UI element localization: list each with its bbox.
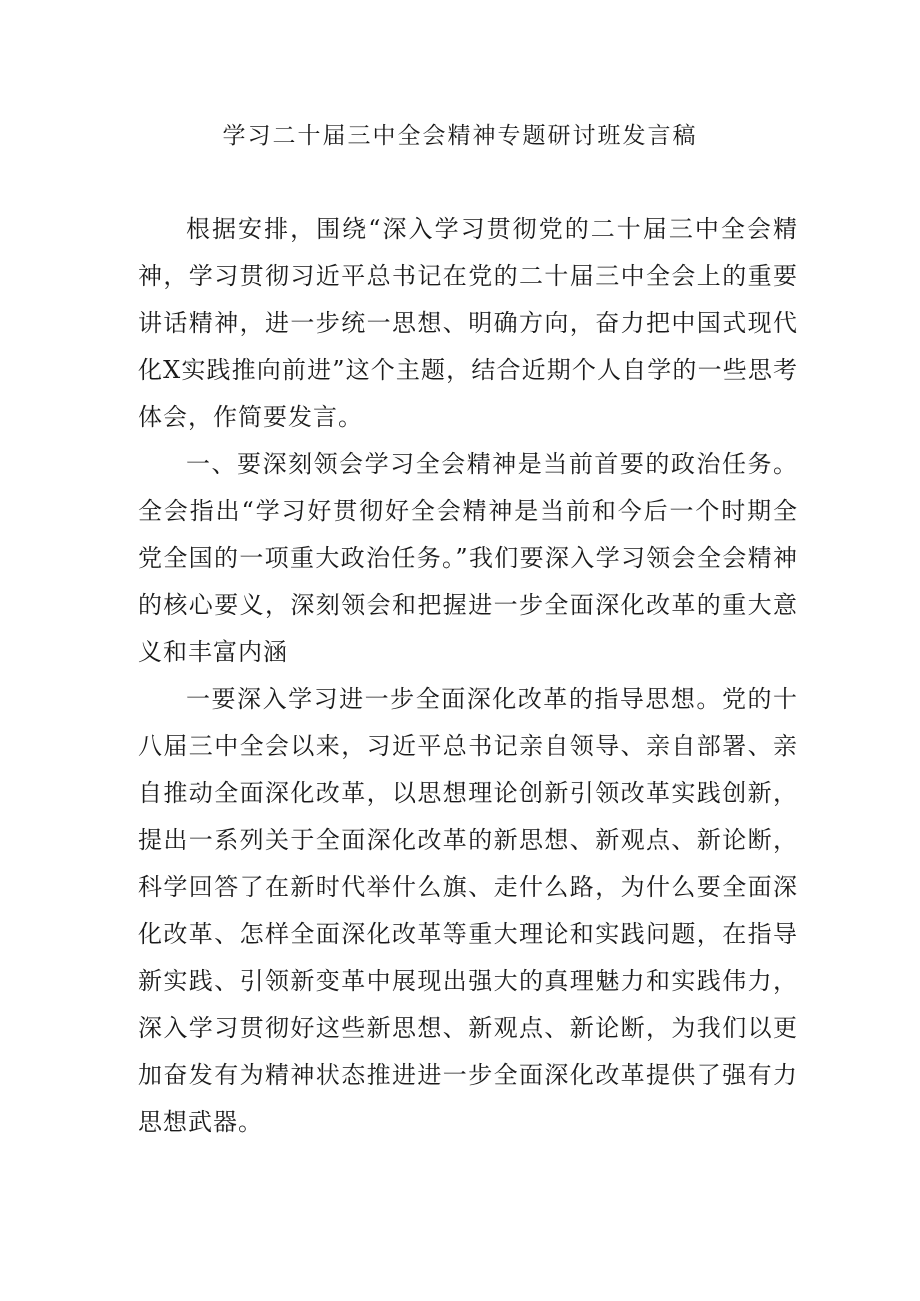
paragraph-intro: 根据安排，围绕“深入学习贯彻党的二十届三中全会精神，学习贯彻习近平总书记在党的二十届三中全会上的重要讲话精神，进一步统一思想、明确方向，奋力把中国式现代化X实践推向前进”这个主题，结合近期个人自学的一些思考体会，作简要发言。 [138, 215, 798, 431]
paragraph-guiding-thought: 一要深入学习进一步全面深化改革的指导思想。党的十八届三中全会以来，习近平总书记亲自领导、亲自部署、亲自推动全面深化改革，以思想理论创新引领改革实践创新，提出一系列关于全面深化改革的新思想、新观点、新论断，科学回答了在新时代举什么旗、走什么路，为什么要全面深化改革、怎样全面深化改革等重大理论和实践问题，在指导新实践、引领新变革中展现出强大的真理魅力和实践伟力，深入学习贯彻好这些新思想、新观点、新论断，为我们以更加奋发有为精神状态推进进一步全面深化改革提供了强有力思想武器。 [138, 685, 798, 1136]
document-body [138, 206, 798, 1146]
document-title: 学习二十届三中全会精神专题研讨班发言稿 [222, 123, 698, 149]
paragraph-section-one: 一、要深刻领会学习全会精神是当前首要的政治任务。全会指出“学习好贯彻好全会精神是当前和今后一个时期全党全国的一项重大政治任务。”我们要深入学习领会全会精神的核心要义，深刻领会和把握进一步全面深化改革的重大意义和丰富内涵 [138, 450, 798, 666]
